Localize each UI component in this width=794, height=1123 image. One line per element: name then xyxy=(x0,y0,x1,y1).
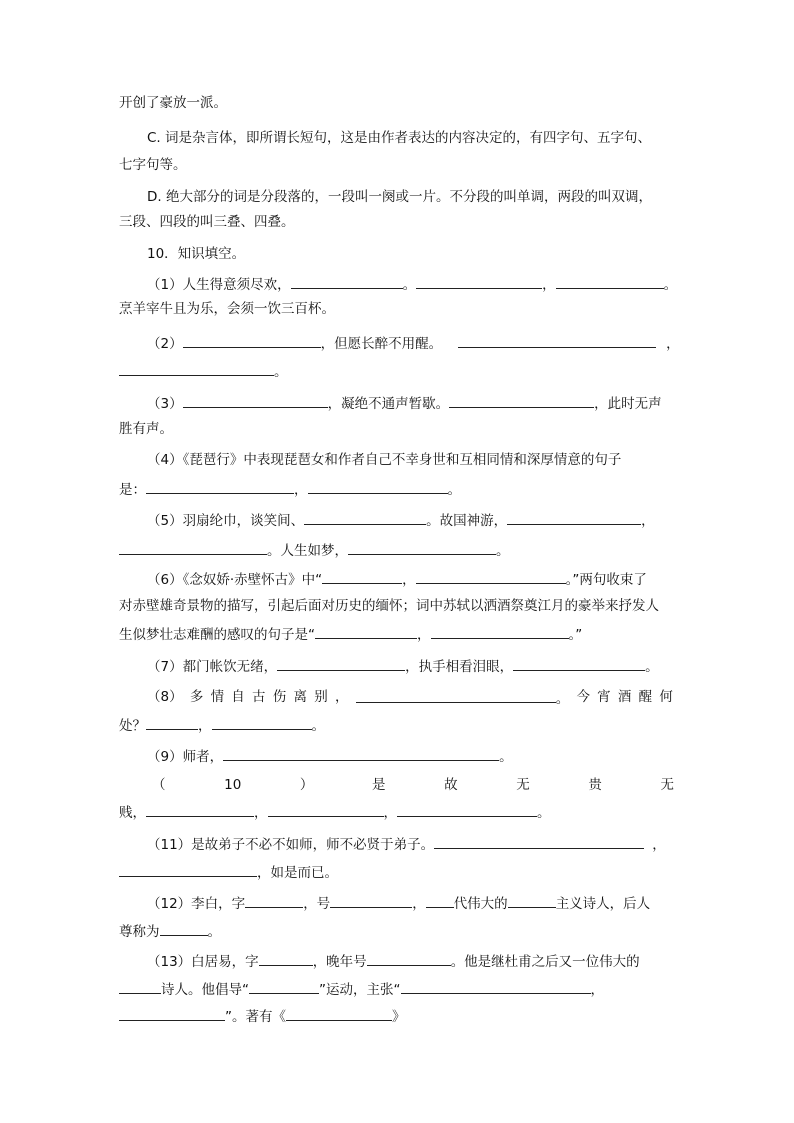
q5-text: 。人生如梦， xyxy=(267,543,348,559)
blank-field[interactable] xyxy=(245,893,303,908)
q8-char: （8） xyxy=(147,689,183,705)
punct: 。 xyxy=(207,924,221,940)
punct: ， xyxy=(254,805,268,821)
blank-field[interactable] xyxy=(434,834,644,849)
q1-line1 xyxy=(147,274,677,294)
q2-text: （2） xyxy=(147,336,183,352)
option-d-line: D. 绝大部分的词是分段落的，一段叫一阕或一片。不分段的叫单调，两段的叫双调， xyxy=(147,189,652,205)
blank-field[interactable] xyxy=(416,569,566,584)
blank-field[interactable] xyxy=(119,1006,225,1021)
blank-field[interactable] xyxy=(416,274,542,289)
q4-line2 xyxy=(119,479,461,499)
q13-text: 》 xyxy=(392,1009,406,1025)
punct: ， xyxy=(294,482,308,498)
blank-field[interactable] xyxy=(146,479,294,494)
blank-field[interactable] xyxy=(458,333,656,348)
q13-text: 诗人。他倡导“ xyxy=(161,982,249,998)
q4-line1: （4）《琵琶行》中表现琵琶女和作者自己不幸身世和互相同情和深厚情意的句子 xyxy=(147,452,622,468)
punct: ， xyxy=(383,805,397,821)
q7-text: ，执手相看泪眼， xyxy=(405,659,514,675)
blank-field[interactable] xyxy=(119,540,267,555)
q3-line2: 胜有声。 xyxy=(119,421,173,437)
q7-text: （7）都门帐饮无绪， xyxy=(147,659,278,675)
punct: 。 xyxy=(663,277,678,293)
punct: 。 xyxy=(645,659,659,675)
blank-field[interactable] xyxy=(183,393,328,408)
blank-field[interactable] xyxy=(277,656,405,671)
q12-line1 xyxy=(147,893,650,913)
q10-char: 是 xyxy=(372,777,386,793)
blank-field[interactable] xyxy=(291,274,403,289)
punct: ， xyxy=(542,277,556,293)
q6-line1 xyxy=(147,569,647,589)
q13-text: ，晚年号 xyxy=(312,954,367,970)
q9-text: （9）师者， xyxy=(147,749,224,765)
punct: 。 xyxy=(555,691,570,707)
q10-char: 10 xyxy=(224,777,242,793)
q11-text: （11）是故弟子不必不如师，师不必贤于弟子。 xyxy=(147,837,435,853)
blank-field[interactable] xyxy=(513,656,645,671)
punct: ， xyxy=(666,336,680,352)
q8-char: 情 xyxy=(210,689,225,705)
q3-text: （3） xyxy=(147,396,183,412)
q13-text: （13）白居易，字 xyxy=(147,954,259,970)
punct: 。 xyxy=(496,543,510,559)
text-line: 三段、四段的叫三叠、四叠。 xyxy=(119,214,295,230)
q3-line1 xyxy=(147,393,662,413)
q8-char: 今 xyxy=(576,689,590,705)
text-line: 七字句等。 xyxy=(119,157,187,173)
q10-char: 贵 xyxy=(588,777,602,793)
blank-field[interactable] xyxy=(268,802,384,817)
q6-line2: 对赤壁雄奇景物的描写，引起后面对历史的缅怀；词中苏轼以洒酒祭奠江月的豪举来抒发人 xyxy=(119,598,659,614)
blank-field[interactable] xyxy=(119,979,161,994)
q10-char: 故 xyxy=(444,777,458,793)
q5-text: （5）羽扇纶巾，谈笑间、 xyxy=(147,513,305,529)
q8-char: 宵 xyxy=(597,689,611,705)
q8-char: 多 xyxy=(189,689,204,705)
q11-text: ，如是而已。 xyxy=(257,865,338,881)
q10-line1 xyxy=(152,776,674,794)
q12-text: 代伟大的 xyxy=(453,896,508,912)
q8-line1 xyxy=(147,688,673,708)
q13-line2 xyxy=(119,979,604,999)
q11-line2 xyxy=(119,862,338,882)
q6-text: 生似梦壮志难酬的感叹的句子是“ xyxy=(119,627,315,643)
q8-char: 何 xyxy=(659,689,673,705)
punct: ， xyxy=(417,627,431,643)
q8-char: ， xyxy=(334,689,349,705)
punct: 。 xyxy=(499,749,513,765)
q3-text: ，此时无声 xyxy=(594,396,662,412)
q6-line3 xyxy=(119,624,582,644)
q8-char: 醒 xyxy=(638,689,653,705)
q5-line1 xyxy=(147,510,655,530)
q10-char: ） xyxy=(299,777,314,793)
q13-line1 xyxy=(147,951,640,971)
q12-text: 尊称为 xyxy=(119,924,160,940)
blank-field[interactable] xyxy=(308,479,448,494)
q2-text: ，但愿长醉不用醒。 xyxy=(320,336,443,352)
q9-line1 xyxy=(147,746,513,766)
q10-char: 无 xyxy=(660,777,674,793)
blank-field[interactable] xyxy=(160,921,208,936)
blank-field[interactable] xyxy=(119,361,274,376)
blank-field[interactable] xyxy=(304,510,426,525)
q5-line2 xyxy=(119,540,510,560)
blank-field[interactable] xyxy=(212,715,312,730)
blank-field[interactable] xyxy=(401,979,591,994)
q6-text: 。”两句收束了 xyxy=(565,572,647,588)
blank-field[interactable] xyxy=(223,746,499,761)
q8-char: 伤 xyxy=(272,689,287,705)
punct: 。 xyxy=(311,718,325,734)
q10-text: 贱， xyxy=(119,805,146,821)
punct: ， xyxy=(412,896,426,912)
punct: 。 xyxy=(537,805,551,821)
q12-text: ，号 xyxy=(303,896,331,912)
blank-field[interactable] xyxy=(556,274,664,289)
q6-text: （6）《念奴娇·赤壁怀古》中“ xyxy=(147,572,323,588)
q11-line1 xyxy=(147,834,666,854)
q2-line1 xyxy=(147,333,680,353)
q8-char: 古 xyxy=(252,689,266,705)
q4-text: 是： xyxy=(119,482,146,498)
punct: 。 xyxy=(447,482,461,498)
blank-field[interactable] xyxy=(322,569,402,584)
q8-char: 别 xyxy=(314,689,328,705)
punct: ， xyxy=(402,572,416,588)
punct: ， xyxy=(641,513,655,529)
blank-field[interactable] xyxy=(146,802,254,817)
q8-char: 酒 xyxy=(617,689,632,705)
q10-line2 xyxy=(119,802,551,822)
q13-text: 。他是继杜甫之后又一位伟大的 xyxy=(450,954,640,970)
punct: ， xyxy=(590,982,604,998)
q12-text: （12）李白，字 xyxy=(147,896,246,912)
option-c-line: C. 词是杂言体，即所谓长短句，这是由作者表达的内容决定的，有四字句、五字句、 xyxy=(147,130,652,146)
q12-line2 xyxy=(119,921,221,941)
punct: 。” xyxy=(568,627,583,643)
blank-field[interactable] xyxy=(508,893,556,908)
blank-field[interactable] xyxy=(249,979,319,994)
q3-text: ，凝绝不通声暂歇。 xyxy=(327,396,450,412)
blank-field[interactable] xyxy=(367,951,451,966)
blank-field[interactable] xyxy=(183,333,321,348)
blank-field[interactable] xyxy=(286,1006,392,1021)
q5-text: 。故国神游， xyxy=(426,513,508,529)
q7-line1 xyxy=(147,656,659,676)
question-10-title: 10．知识填空。 xyxy=(147,246,246,262)
q1-text: （1）人生得意须尽欢， xyxy=(147,277,291,293)
blank-field[interactable] xyxy=(259,951,313,966)
blank-field[interactable] xyxy=(348,540,496,555)
q13-line3 xyxy=(119,1006,406,1026)
q13-text: ”运动，主张“ xyxy=(319,982,401,998)
blank-field[interactable] xyxy=(426,893,454,908)
blank-field[interactable] xyxy=(397,802,537,817)
q1-line2: 烹羊宰牛且为乐，会须一饮三百杯。 xyxy=(119,301,335,317)
blank-field[interactable] xyxy=(507,510,641,525)
q10-char: （ xyxy=(152,777,166,793)
blank-field[interactable] xyxy=(449,393,594,408)
text-line: 开创了豪放一派。 xyxy=(119,95,227,111)
blank-field[interactable] xyxy=(146,715,198,730)
blank-field[interactable] xyxy=(431,624,569,639)
blank-field[interactable] xyxy=(330,893,412,908)
blank-field[interactable] xyxy=(119,862,257,877)
q8-text: 处？ xyxy=(119,718,146,734)
q2-line2 xyxy=(119,361,288,381)
q8-char: 离 xyxy=(293,689,307,705)
punct: 。 xyxy=(274,364,288,380)
q13-text: ”。著有《 xyxy=(225,1009,286,1025)
punct: ， xyxy=(198,718,212,734)
blank-field[interactable] xyxy=(356,688,556,703)
q10-char: 无 xyxy=(516,777,530,793)
blank-field[interactable] xyxy=(315,624,417,639)
q8-line2 xyxy=(119,715,325,735)
punct: ， xyxy=(652,837,666,853)
q12-text: 主义诗人，后人 xyxy=(555,896,651,912)
q8-char: 自 xyxy=(231,689,245,705)
punct: 。 xyxy=(402,277,417,293)
